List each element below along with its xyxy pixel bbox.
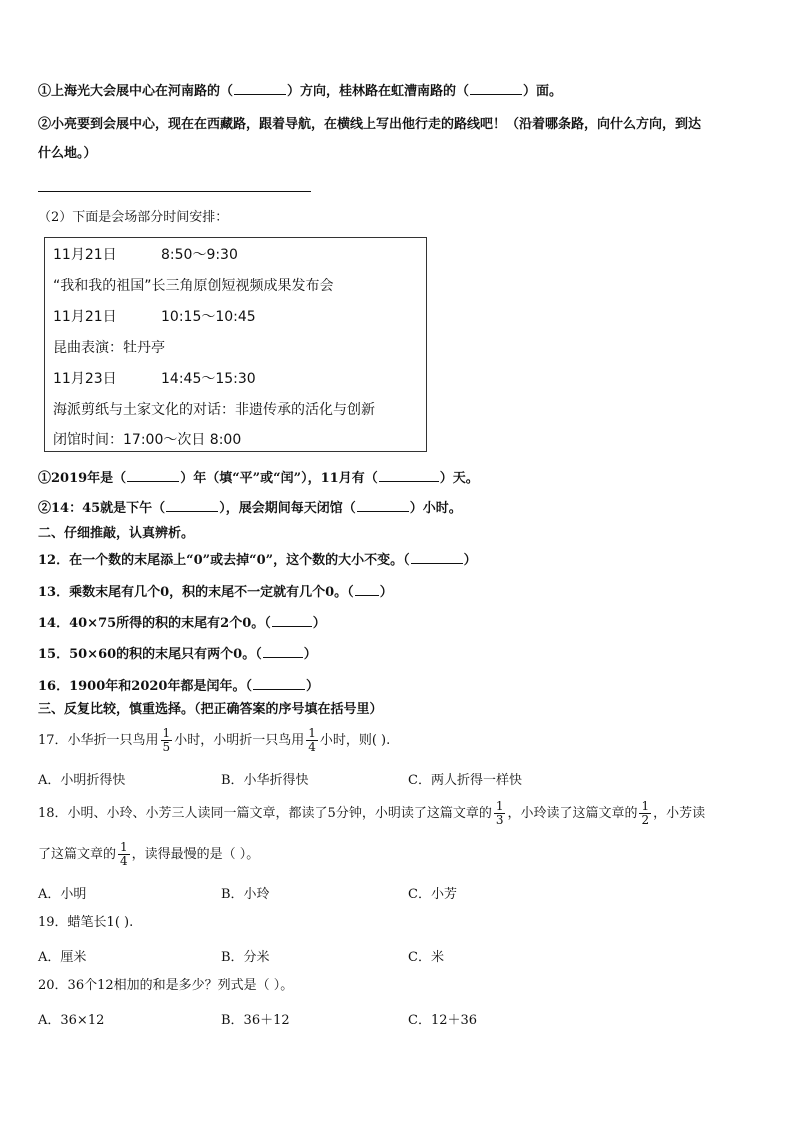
question-16: 16．1900年和2020年都是闰年。（ ）	[38, 679, 319, 694]
question-20: 20．36个12相加的和是多少？列式是（ ）。	[38, 978, 294, 993]
option-a[interactable]: A．36×12	[38, 1013, 105, 1028]
option-b[interactable]: B．小玲	[221, 887, 270, 902]
answer-blank[interactable]	[379, 469, 439, 482]
question-route-line1: ②小亮要到会展中心，现在在西藏路，跟着导航，在横线上写出他行走的路线吧！（沿着哪条路，向什么方向，到达	[38, 117, 702, 132]
question-17: 17．小华折一只鸟用 $\frac{1}{5}$ 小时，小明折一只鸟用 $\frac{1}{4}$ 小时，则( ).	[38, 726, 391, 754]
schedule-box: 11月21日 8:50～9:30 “我和我的祖国”长三角原创短视频成果发布会 11月21日 10:15～10:45 昆曲表演：牡丹亭 11月23日 14:45～15:30 海派剪纸与土家文化的对话：非遗传承的活化与创新 闭馆时间：17:00～次日 8:00	[44, 237, 427, 452]
question-13: 13．乘数末尾有几个0，积的末尾不一定就有几个0。（ ）	[38, 585, 393, 600]
option-c[interactable]: C．米	[408, 950, 444, 965]
question-direction: ①上海光大会展中心在河南路的（ ）方向，桂林路在虹漕南路的（ ）面。	[38, 84, 563, 99]
option-c[interactable]: C．两人折得一样快	[408, 773, 522, 788]
question-route-line2: 什么地。）	[38, 146, 97, 161]
answer-blank[interactable]	[166, 499, 218, 512]
option-b[interactable]: B．分米	[221, 950, 270, 965]
fraction: $\frac{1}{2}$	[641, 799, 650, 827]
answer-blank[interactable]	[355, 583, 379, 596]
answer-blank[interactable]	[127, 469, 179, 482]
part-three-heading: 三、反复比较，慎重选择。（把正确答案的序号填在括号里）	[38, 702, 383, 717]
question-18-line2: 了这篇文章的 $\frac{1}{4}$ ，读得最慢的是（ ）。	[38, 840, 260, 868]
option-c[interactable]: C．小芳	[408, 887, 457, 902]
answer-line[interactable]	[38, 191, 311, 192]
answer-blank[interactable]	[263, 645, 303, 658]
fraction: $\frac{1}{5}$	[162, 726, 171, 754]
option-a[interactable]: A．小明折得快	[38, 773, 126, 788]
answer-blank[interactable]	[411, 551, 463, 564]
question-19: 19．蜡笔长1( ).	[38, 915, 134, 930]
answer-blank[interactable]	[272, 614, 312, 627]
option-c[interactable]: C．12＋36	[408, 1013, 478, 1028]
fraction: $\frac{1}{4}$	[308, 726, 316, 754]
question-15: 15．50×60的积的末尾只有两个0。（ ）	[38, 647, 317, 662]
question-18-line1: 18．小明、小玲、小芳三人读同一篇文章，都读了5分钟，小明读了这篇文章的 $\frac{1}{3}$ ，小玲读了这篇文章的 $\frac{1}{2}$ ，小芳读	[38, 799, 706, 827]
option-a[interactable]: A．厘米	[38, 950, 87, 965]
option-b[interactable]: B．小华折得快	[221, 773, 309, 788]
question-year-days: ①2019年是（ ）年（填“平”或“闰”），11月有（ ）天。	[38, 471, 479, 486]
question-time-closing: ②14：45就是下午（ ），展会期间每天闭馆（ ）小时。	[38, 501, 462, 516]
answer-blank[interactable]	[234, 82, 286, 95]
answer-blank[interactable]	[470, 82, 522, 95]
option-b[interactable]: B．36＋12	[221, 1013, 290, 1028]
fraction: $\frac{1}{4}$	[120, 840, 128, 868]
section-heading-schedule: （2）下面是会场部分时间安排：	[38, 210, 229, 225]
part-two-heading: 二、仔细推敲，认真辨析。	[38, 526, 195, 541]
question-12: 12．在一个数的末尾添上“0”或去掉“0”，这个数的大小不变。（ ）	[38, 553, 477, 568]
answer-blank[interactable]	[253, 677, 305, 690]
answer-blank[interactable]	[357, 499, 409, 512]
option-a[interactable]: A．小明	[38, 887, 87, 902]
question-14: 14．40×75所得的积的末尾有2个0。（ ）	[38, 616, 326, 631]
fraction: $\frac{1}{3}$	[495, 799, 504, 827]
